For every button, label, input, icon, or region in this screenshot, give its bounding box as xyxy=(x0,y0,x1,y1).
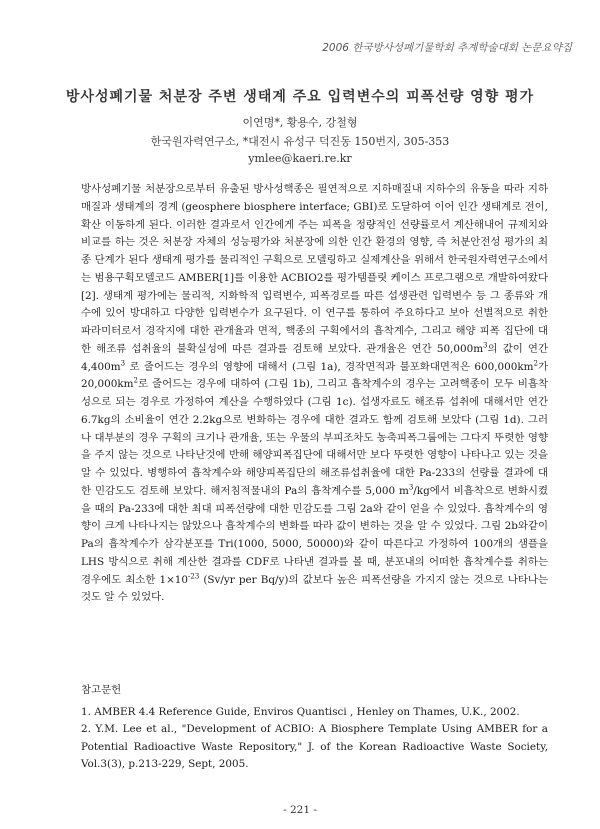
affiliation: 한국원자력연구소, *대전시 유성구 덕진동 150번지, 305-353 xyxy=(150,135,450,148)
abstract-body xyxy=(81,181,548,607)
running-header: 2006 한국방사성폐기물학회 추계학술대회 논문요약집 xyxy=(322,42,572,54)
reference-item: 1. AMBER 4.4 Reference Guide, Enviros Quantisci , Henley on Thames, U.K., 2002. xyxy=(81,705,520,718)
references-heading: 참고문헌 xyxy=(81,684,122,696)
paper-title: 방사성폐기물 처분장 주변 생태계 주요 입력변수의 피폭선량 영향 평가 xyxy=(65,89,535,105)
reference-item: 2. Y.M. Lee et al., "Development of ACBIO: A Biosphere Template Using AMBER for a Potential Radioactive Waste Repository," J. of the Korean Radioactive Waste Society, Vol.3(3), p.213-229, Sept, 2005. xyxy=(81,723,548,770)
references-section xyxy=(81,682,548,774)
body-text: /kg에서 비흡착으로 변화시켰을 때의 Pa-233에 대한 최대 피폭선량에 대한 민감도를 그림 2a와 같이 얻을 수 있었다. 흡착계수의 영향이 크게 나타나지는 않았으나 흡착계수의 변화를 따라 값이 변하는 것을 알 수 있었다. 그림 2b와같이 Pa의 흡착계수가 삼각분포를 Tri(1000, 5000, 50000)와 같이 따른다고 가정하여 100개의 샘플을 LHS 방식으로 취해 계산한 결과를 CDF로 나타낸 결과를 볼 때, 분포내의 어떠한 흡착계수를 취하는 경우에도 최소한 1×10 xyxy=(81,484,548,586)
body-text: 로 줄어드는 경우에 대하여 (그림 1b), 그리고 흡착계수의 경우는 고려핵종이 모두 비흡착성으로 되는 경우로 가정하여 계산을 수행하였다 (그림 1c). 섭생자료도 해조류 섭취에 대해서만 연간 6.7kg의 소비율이 연간 2.2kg으로 변화하는 경우에 대한 결과도 함께 검토해 보았다 (그림 1d). 그러나 대부분의 경우 구획의 크기나 관개율, 또는 우물의 부피조차도 농축피폭그룹에는 그다지 뚜렷한 영향을 주지 않는 것으로 나타난것에 반해 해양피폭집단에 대해서만 보다 뚜렷한 영향이 나타나고 있는 것을 알 수 있었다. 병행하여 흡착계수와 해양피폭집단의 해조류섭취율에 대한 Pa-233의 선량률 결과에 대한 민감도도 검토해 보았다. 해저침적물내의 Pa의 흡착계수를 5,000 m xyxy=(81,378,548,497)
superscript: 2 xyxy=(133,376,138,385)
superscript: -23 xyxy=(188,572,200,581)
page-number: - 221 - xyxy=(283,804,317,816)
author-email: ymlee@kaeri.re.kr xyxy=(248,152,352,165)
superscript: 3 xyxy=(483,341,488,350)
superscript: 2 xyxy=(533,359,538,368)
body-text: 가 20,000km xyxy=(81,360,548,391)
body-text: 의 값이 연간 4,400m xyxy=(81,342,548,373)
superscript: 3 xyxy=(408,483,414,492)
body-text: 방사성폐기물 처분장으로부터 유출된 방사성핵종은 필연적으로 지하매질내 지하수의 유동을 따라 지하매질과 생태계의 경계 (geosphere biosphere interface; GBI)로 도달하여 이어 인간 생태계로 전이, 확산 이동하게 된다. 이러한 결과로서 인간에게 주는 피폭을 정량적인 선량률로서 계산해내어 규제치와 비교를 하는 것은 처분장 자체의 성능평가와 처분장에 의한 인간 환경의 영향, 즉 처분안전성 평가의 최종 단계가 된다 생태계 평가를 물리적인 구획으로 모델링하고 실제계산을 위해서 한국원자력연구소에서는 범용구획모델코드 AMBER[1]를 이용한 ACBIO2를 평가템플릿 케이스 프로그램으로 개발하여왔다[2]. 생태계 평가에는 물리적, 지화학적 입력변수, 피폭경로를 따른 섭생관련 입력변수 등 그 종류와 개수에 있어 방대하고 다양한 입력변수가 요구된다. 이 연구를 통하여 주요하다고 보아 선별적으로 취한 파라미터로서 경작지에 대한 관개율과 면적, 핵종의 구획에서의 흡착계수, 그리고 해양 피폭 집단에 대한 해조류 섭취율의 불확실성에 따른 결과를 검토해 보았다. 관개율은 연간 50,000m xyxy=(81,183,548,355)
authors: 이연명*, 황용수, 강철형 xyxy=(242,116,358,129)
body-text: (Sv/yr per Bq/y)의 값보다 높은 피폭선량을 가지지 않는 것으로 나타나는 것도 알 수 있었다. xyxy=(81,573,548,604)
superscript: 3 xyxy=(120,359,126,368)
body-text: 로 줄어드는 경우의 영향에 대해서 (그림 1a), 경작면적과 불포화대면적은 600,000km xyxy=(125,360,534,373)
